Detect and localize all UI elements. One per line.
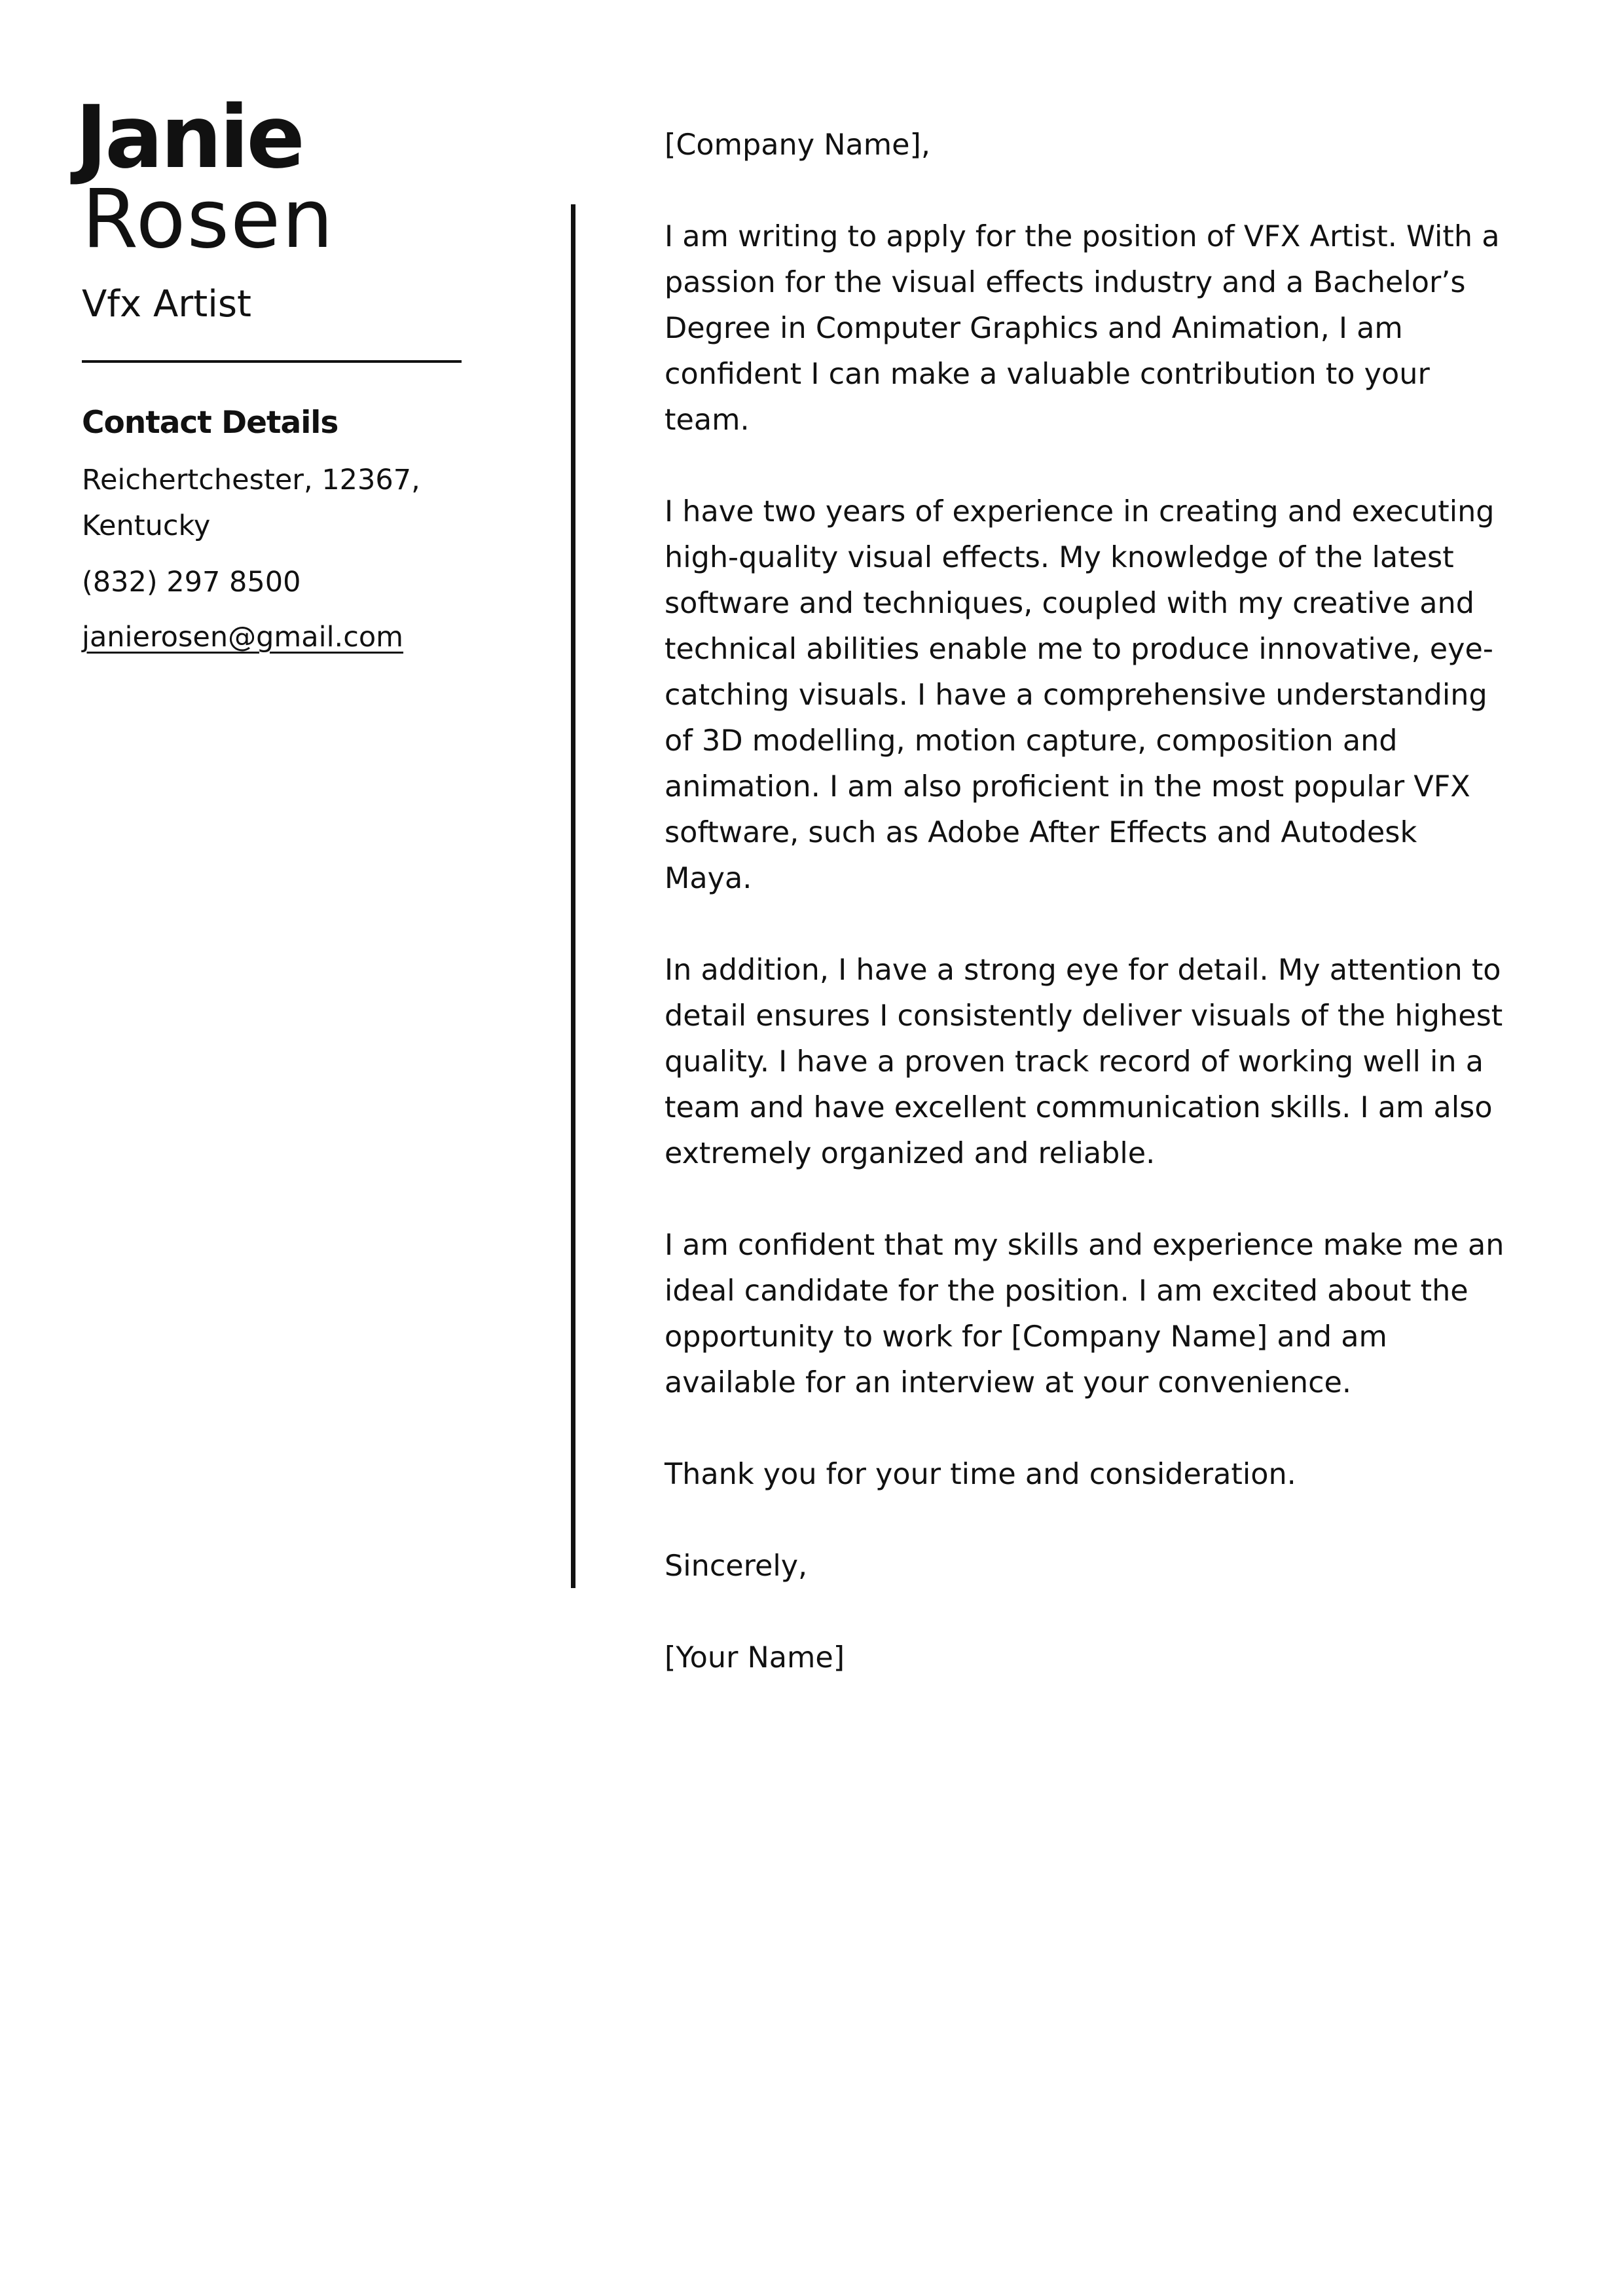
- letter-paragraph-4: I am confident that my skills and experience make me an ideal candidate for the position. I am excited about the opportunity to work for [Company Name] and am available for an interview at your convenience.: [665, 1229, 1504, 1399]
- letter-salutation: [Company Name],: [665, 128, 930, 162]
- letter-closing: Sincerely,: [665, 1549, 808, 1583]
- first-name: Janie: [75, 87, 302, 188]
- contact-address: [82, 457, 462, 549]
- letter-paragraph-1: I am writing to apply for the position of VFX Artist. With a passion for the visual effects industry and a Bachelor’s Degree in Computer Graphics and Animation, I am confident I can make a valuable contribution to your team.: [665, 220, 1500, 437]
- letter-paragraph-5: Thank you for your time and consideration.: [665, 1458, 1296, 1491]
- contact-email-link[interactable]: janierosen@gmail.com: [82, 621, 404, 654]
- contact-address-line2: Kentucky: [82, 509, 211, 542]
- last-name: Rosen: [82, 172, 335, 267]
- job-title: Vfx Artist: [82, 283, 251, 325]
- letter-body: [665, 122, 1509, 1681]
- contact-phone: (832) 297 8500: [82, 566, 301, 599]
- letter-paragraph-3: In addition, I have a strong eye for detail. My attention to detail ensures I consistently deliver visuals of the highest quality. I have a proven track record of working well in a team and have excellent communication skills. I am also extremely organized and reliable.: [665, 954, 1503, 1170]
- contact-address-line1: Reichertchester, 12367,: [82, 464, 420, 496]
- header-divider: [82, 360, 462, 363]
- contact-heading: Contact Details: [82, 405, 338, 441]
- sidebar: [75, 87, 462, 660]
- letter-paragraph-2: I have two years of experience in creating and executing high-quality visual effects. My knowledge of the latest software and techniques, coupled with my creative and technical abilities enable me to produce innovative, eye-catching visuals. I have a comprehensive understanding of 3D modelling, motion capture, composition and animation. I am also proficient in the most popular VFX software, such as Adobe After Effects and Autodesk Maya.: [665, 495, 1495, 895]
- letter-signature: [Your Name]: [665, 1641, 845, 1675]
- vertical-divider: [571, 204, 575, 1588]
